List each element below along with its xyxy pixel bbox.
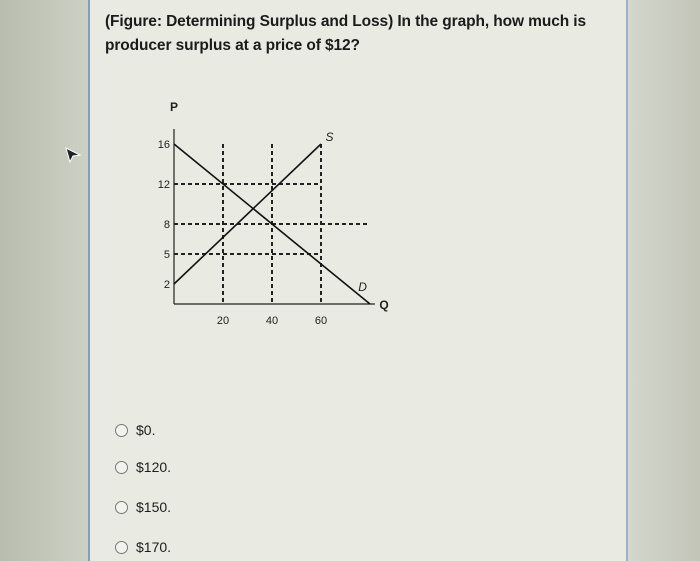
background-right (628, 0, 700, 561)
mouse-cursor-icon (64, 146, 82, 164)
x-tick-label: 60 (314, 315, 328, 327)
y-tick-label: 12 (157, 179, 170, 191)
radio-button-icon[interactable] (115, 461, 128, 474)
option-0[interactable] (115, 418, 315, 442)
question-text: (Figure: Determining Surplus and Loss) In the graph, how much is producer surplus at a price of $12? (105, 13, 587, 54)
option-label: $0. (136, 422, 156, 438)
radio-button-icon[interactable] (115, 424, 128, 437)
y-tick-label: 2 (163, 279, 170, 291)
y-tick-label: 16 (157, 139, 170, 151)
option-label: $120. (136, 459, 172, 475)
option-1[interactable] (115, 455, 315, 479)
demand-label: D (358, 280, 367, 294)
option-3[interactable] (115, 535, 315, 559)
supply-label: S (325, 130, 334, 144)
y-tick-label: 8 (163, 219, 170, 231)
radio-button-icon[interactable] (115, 541, 128, 554)
x-axis-label: Q (379, 298, 389, 312)
x-tick-label: 20 (216, 315, 230, 327)
y-axis-label: P (170, 100, 179, 114)
background-left (0, 0, 88, 561)
supply-demand-chart (92, 70, 452, 350)
option-label: $170. (136, 539, 172, 555)
x-tick-label: 40 (265, 315, 279, 327)
option-label: $150. (136, 499, 172, 515)
y-tick-label: 5 (163, 249, 170, 261)
option-2[interactable] (115, 495, 315, 519)
supply-line (174, 144, 321, 284)
radio-button-icon[interactable] (115, 501, 128, 514)
